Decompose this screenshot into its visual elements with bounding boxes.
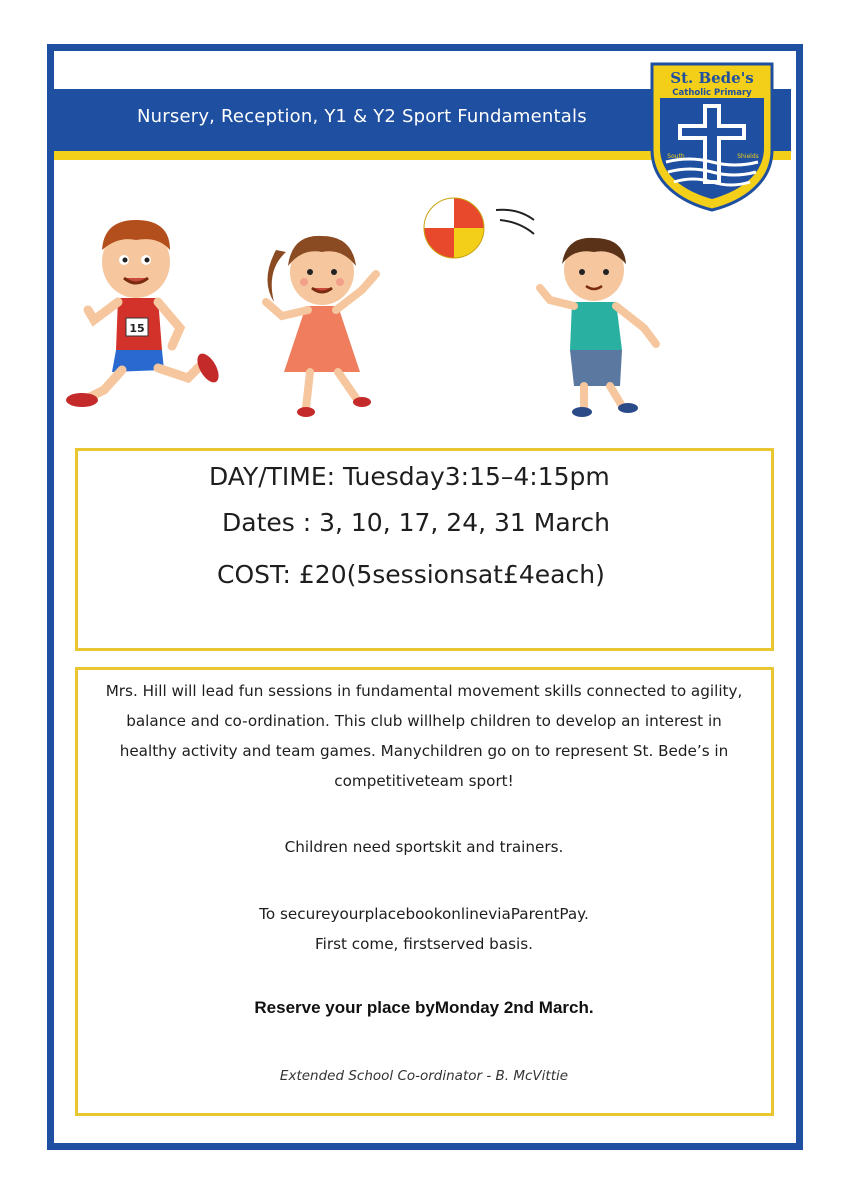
cost-text: COST: £20(5sessionsat£4each) xyxy=(217,560,605,589)
children-playing-illustration xyxy=(60,190,740,430)
boy-catching-illustration xyxy=(540,238,656,417)
running-boy-illustration xyxy=(66,220,223,407)
crest-right-text: Shields xyxy=(737,153,759,160)
runner-bib-number: 15 xyxy=(129,322,145,335)
crest-name: St. Bede's xyxy=(670,69,754,87)
description-line-4: competitiveteam sport! xyxy=(334,772,514,790)
crest-subtitle: Catholic Primary xyxy=(672,88,752,98)
booking-text: To secureyourplacebookonlineviaParentPay. xyxy=(259,905,589,923)
kit-text: Children need sportskit and trainers. xyxy=(284,838,564,856)
page-title: Nursery, Reception, Y1 & Y2 Sport Fundamentals xyxy=(137,106,587,127)
coordinator-signature: Extended School Co-ordinator - B. McVittie xyxy=(279,1068,569,1084)
girl-illustration xyxy=(266,236,376,417)
day-time-text: DAY/TIME: Tuesday3:15–4:15pm xyxy=(209,462,610,491)
description-line-3: healthy activity and team games. Manychildren go on to represent St. Bede’s in xyxy=(119,742,729,760)
crest-left-text: South xyxy=(667,153,685,160)
first-come-text: First come, firstserved basis. xyxy=(314,935,534,953)
description-line-1: Mrs. Hill will lead fun sessions in fundamental movement skills connected to agility, xyxy=(105,682,743,700)
beach-ball-icon xyxy=(424,198,534,258)
dates-text: Dates : 3, 10, 17, 24, 31 March xyxy=(222,508,610,537)
reserve-deadline-text: Reserve your place byMonday 2nd March. xyxy=(254,998,594,1017)
description-line-2: balance and co-ordination. This club willhelp children to develop an interest in xyxy=(126,712,722,730)
